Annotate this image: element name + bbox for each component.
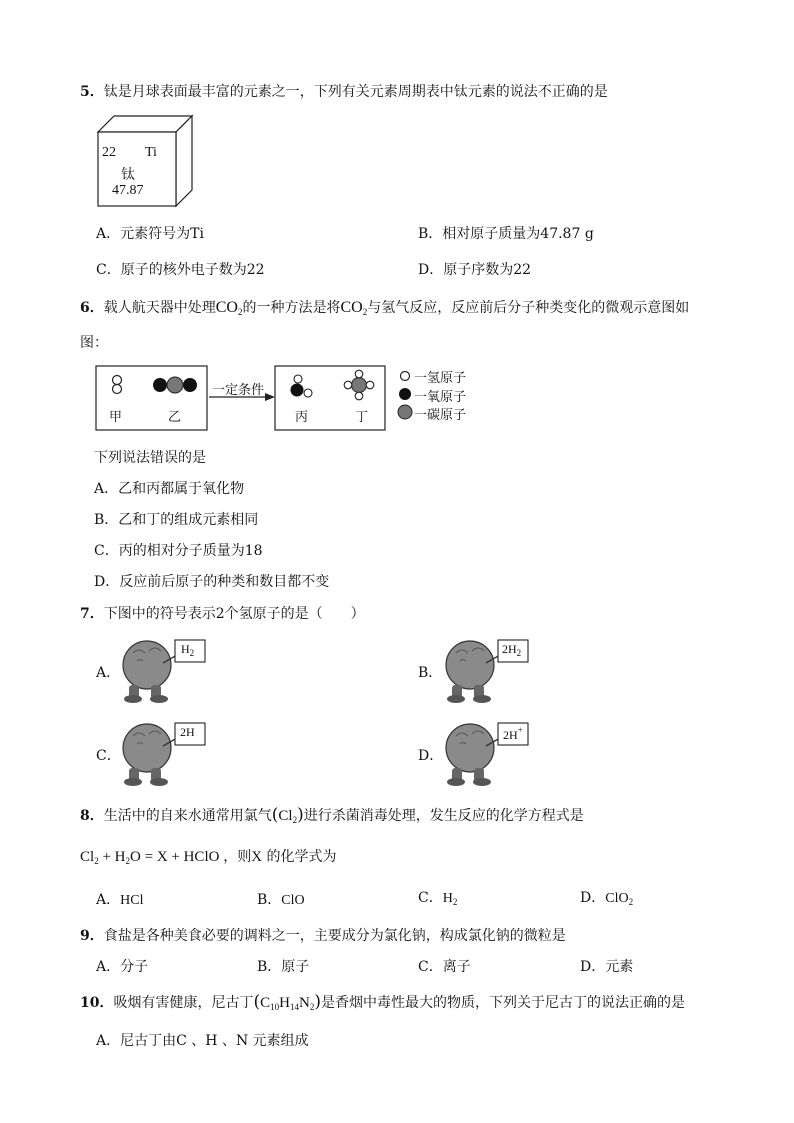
- q7-b-sign: $2H_2$: [502, 642, 522, 658]
- q7-option-c-figure[interactable]: [115, 716, 210, 788]
- q7-d-sign: 2H+: [503, 725, 523, 742]
- q5-option-c[interactable]: C．原子的核外电子数为22: [96, 262, 265, 278]
- ti-symbol: Ti: [145, 145, 157, 160]
- q8-equation: $Cl_2 + H_2O = X$ + HClO ，则X 的化学式为: [80, 849, 337, 866]
- legend-o-icon: [399, 388, 411, 400]
- q8-option-d[interactable]: D．ClO$_2$: [580, 890, 634, 907]
- q8-option-a[interactable]: A．HCl: [96, 892, 144, 908]
- legend-h-label: 一氢原子: [414, 371, 467, 386]
- products-box: [275, 366, 385, 430]
- q5-number: 5．: [80, 84, 104, 100]
- q6-number: 6．: [80, 300, 104, 316]
- q8-option-b[interactable]: B．ClO: [257, 892, 305, 908]
- q8-option-c[interactable]: C．$H_2$: [418, 890, 458, 907]
- q9-option-c[interactable]: C．离子: [418, 959, 471, 975]
- legend-c-label: 一碳原子: [414, 408, 467, 423]
- atom-character-icon: [446, 641, 500, 703]
- q6-option-d[interactable]: D．反应前后原子的种类和数目都不变: [94, 574, 330, 590]
- q10-option-a[interactable]: A．尼古丁由C 、H 、N 元素组成: [96, 1033, 309, 1049]
- q6-option-a[interactable]: A．乙和丙都属于氧化物: [94, 481, 245, 497]
- q10-stem: 10．吸烟有害健康，尼古丁$(C_{10}H_{14}N_2)$是香烟中毒性最大的物质，下列关于尼古丁的说法正确的是: [80, 992, 685, 1012]
- q5-option-d[interactable]: D．原子序数为22: [418, 262, 532, 278]
- q5-option-a[interactable]: A．元素符号为Ti: [96, 226, 204, 242]
- q5-text: 钛是月球表面最丰富的元素之一，下列有关元素周期表中钛元素的说法不正确的是: [103, 84, 608, 100]
- q7-stem: 7．下图中的符号表示2个氢原子的是（ ）: [80, 606, 365, 622]
- label-bing: 丙: [295, 410, 309, 425]
- q6-stem-line2: 图：: [80, 335, 108, 351]
- label-ding: 丁: [355, 410, 369, 425]
- q8-number: 8．: [80, 808, 104, 824]
- q7-a-sign: $H_2$: [181, 642, 195, 658]
- q7-option-b-label[interactable]: B．: [418, 665, 443, 681]
- q7-option-a-label[interactable]: A．: [96, 665, 121, 681]
- arrow-label: 一定条件: [212, 383, 265, 398]
- legend-c-icon: [398, 405, 412, 419]
- label-jia: 甲: [109, 410, 123, 425]
- ti-atomic-number: 22: [102, 145, 116, 160]
- co2-molecule-icon: [153, 377, 197, 393]
- q9-number: 9．: [80, 928, 104, 944]
- ti-mass: 47.87: [112, 183, 144, 198]
- q9-option-d[interactable]: D．元素: [580, 959, 634, 975]
- legend-o-label: 一氧原子: [414, 390, 467, 405]
- q7-option-a-figure[interactable]: [115, 633, 210, 705]
- q6-stem: 6．载人航天器中处理$CO_2$的一种方法是将$CO_2$与氢气反应，反应前后分子种类变化的微观示意图如: [80, 299, 690, 317]
- q10-number: 10．: [80, 995, 114, 1011]
- legend-h-icon: [401, 372, 410, 381]
- q6-option-c[interactable]: C．丙的相对分子质量为18: [94, 543, 263, 559]
- q7-number: 7．: [80, 606, 104, 622]
- q7-option-c-label[interactable]: C．: [96, 748, 121, 764]
- q6-question: 下列说法错误的是: [94, 450, 206, 466]
- q6-option-b[interactable]: B．乙和丁的组成元素相同: [94, 512, 259, 528]
- q9-stem: 9．食盐是各种美食必要的调料之一，主要成分为氯化钠，构成氯化钠的微粒是: [80, 928, 566, 944]
- q7-option-d-label[interactable]: D．: [418, 748, 444, 764]
- atom-character-icon: [123, 724, 177, 786]
- q7-c-sign: 2H: [180, 725, 195, 739]
- q9-option-b[interactable]: B．原子: [257, 959, 310, 975]
- q8-stem: 8．生活中的自来水通常用氯气$(Cl_2)$进行杀菌消毒处理，发生反应的化学方程式是: [80, 805, 584, 825]
- q5-option-b[interactable]: B．相对原子质量为47.87 g: [418, 226, 594, 242]
- q9-option-a[interactable]: A．分子: [96, 959, 149, 975]
- label-yi: 乙: [168, 410, 182, 425]
- ti-name: 钛: [121, 167, 135, 183]
- atom-character-icon: [446, 724, 500, 786]
- arrow-head-icon: [265, 393, 275, 401]
- q5-stem: [80, 81, 608, 101]
- atom-character-icon: [123, 641, 177, 703]
